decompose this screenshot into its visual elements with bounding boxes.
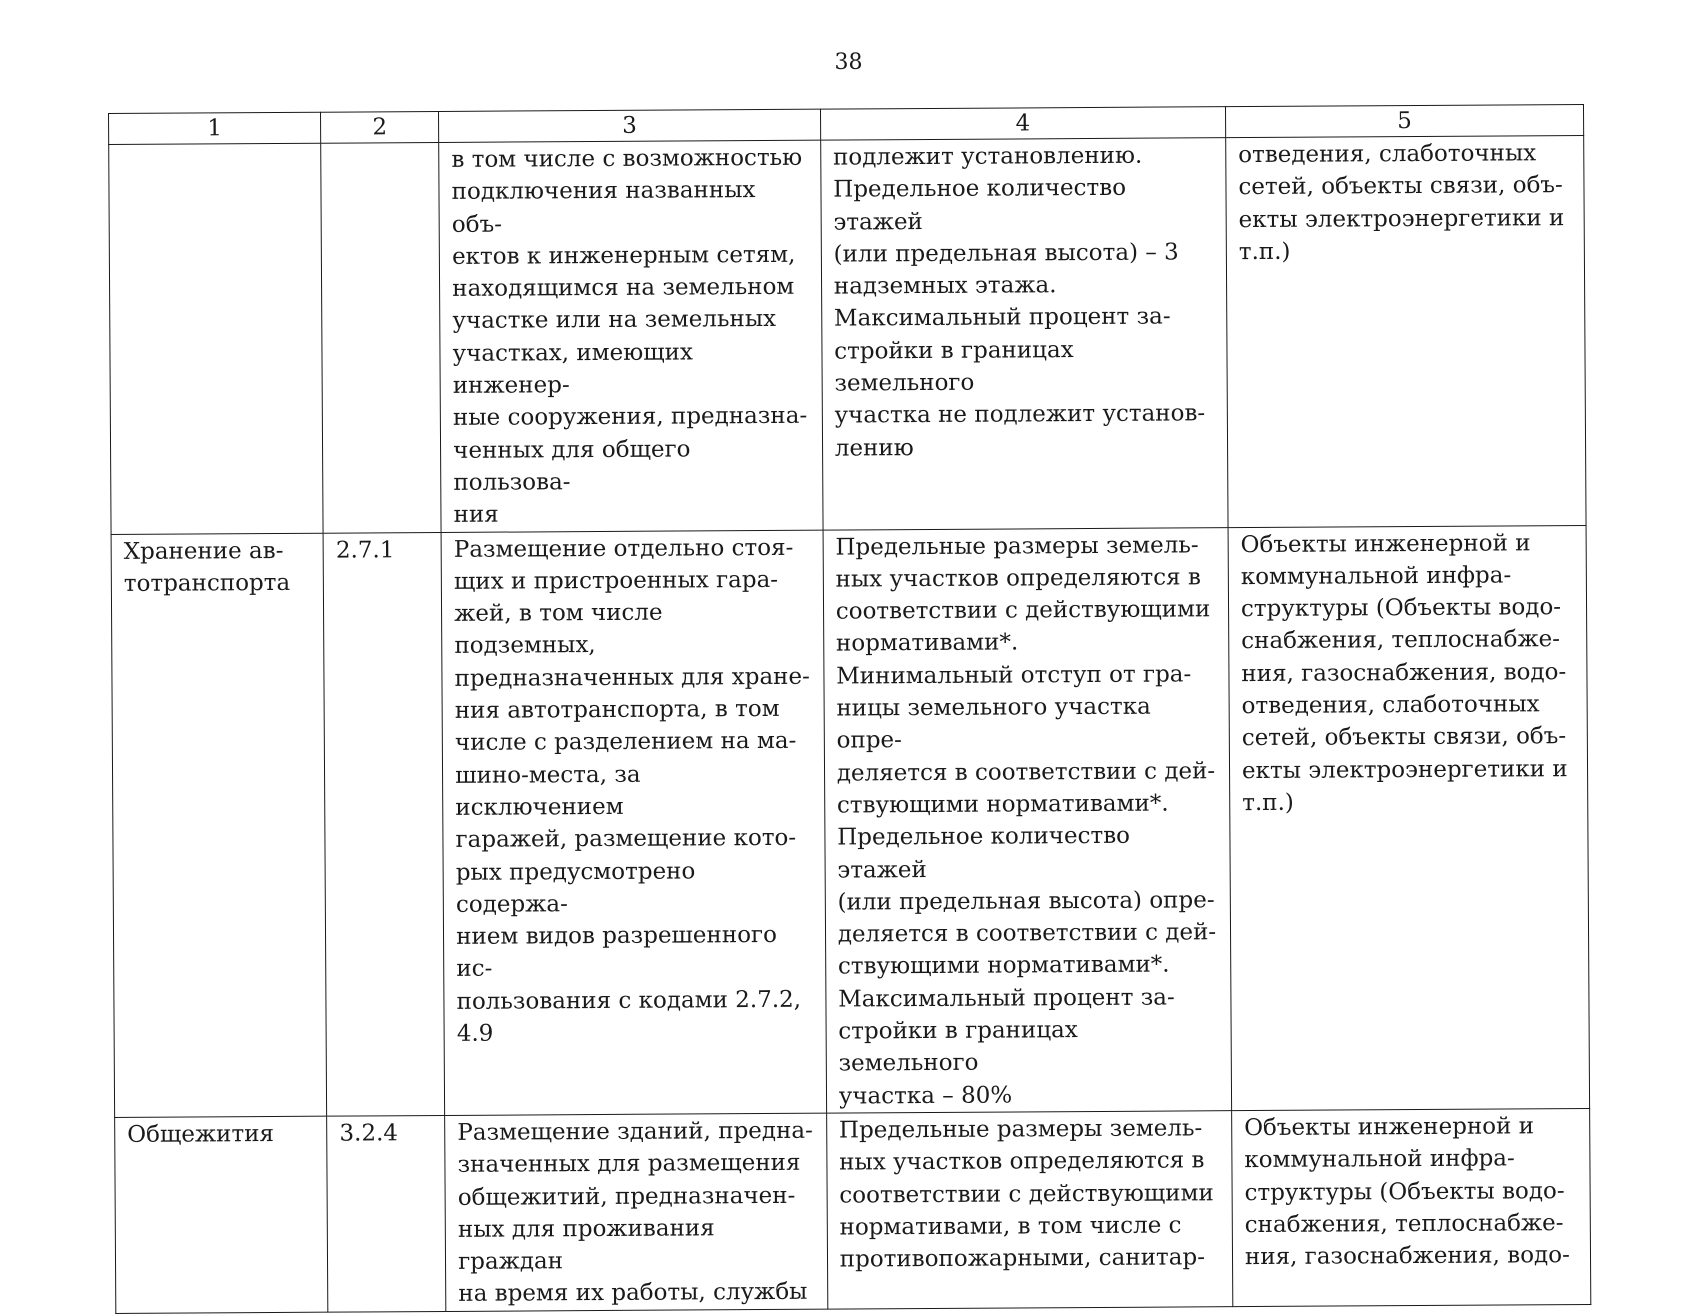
table-row — [109, 135, 1586, 534]
table-row — [115, 1108, 1591, 1313]
page-number: 38 — [834, 50, 863, 75]
cell-building-parameters: подлежит установлению. Предельное количество этажей (или предельная высота) – 3 надземных этажа. Максимальный процент за- стройки в границах земельного участка не подлежит установ- лению — [820, 138, 1228, 530]
cell-use-description: Размещение отдельно стоя- щих и пристроенных гара- жей, в том числе подземных, предназначенных для хране- ния автотранспорта, в том числе с разделением на ма- шино-места, за исключением гаражей, размещение кото- рых предусмотрено содержа- нием видов разрешенного ис- пользования с кодами 2.7.2, 4.9 — [441, 530, 826, 1116]
cell-use-name: Общежития — [115, 1116, 328, 1313]
cell-use-name — [109, 143, 324, 534]
table-row — [111, 525, 1590, 1117]
cell-use-code: 3.2.4 — [327, 1115, 446, 1311]
cell-building-parameters: Предельные размеры земель- ных участков определяются в соответствии с действующими нормативами*. Минимальный отступ от гра- ницы земельного участка опре- деляется в соответствии с дей- ствующими нормативами*. Предельное количество этажей (или предельная высота) опре- деляется в соответствии с дей- ствующими нормативами*. Максимальный процент за- стройки в границах земельного участка – 80% — [823, 527, 1232, 1113]
cell-use-description: Размещение зданий, предна- значенных для размещения общежитий, предназначен- ных для проживания граждан на время их работы, службы — [445, 1113, 828, 1311]
cell-use-name: Хранение ав- тотранспорта — [111, 533, 327, 1118]
cell-use-description: в том числе с возможностью подключения названных объ- ектов к инженерным сетям, находящимся на земельном участке или на земельных участках, имеющих инженер- ные сооружения, предназна- ченных для общего пользова- ния — [439, 140, 823, 532]
column-header-1: 1 — [109, 112, 321, 144]
cell-auxiliary-objects: Объекты инженерной и коммунальной инфра- структуры (Объекты водо- снабжения, теплоснабже- ния, газоснабжения, водо- отведения, слаботочных сетей, объекты связи, объ- екты электроэнергетики и т.п.) — [1228, 525, 1590, 1111]
column-header-3: 3 — [439, 109, 821, 142]
column-header-2: 2 — [321, 111, 439, 143]
column-header-5: 5 — [1225, 104, 1583, 137]
cell-use-code: 2.7.1 — [323, 532, 444, 1116]
regulations-table — [108, 104, 1591, 1314]
cell-auxiliary-objects: отведения, слаботочных сетей, объекты связи, объ- екты электроэнергетики и т.п.) — [1226, 135, 1586, 527]
column-header-4: 4 — [820, 107, 1225, 140]
cell-auxiliary-objects: Объекты инженерной и коммунальной инфра- структуры (Объекты водо- снабжения, теплоснабже- ния, газоснабжения, водо- — [1232, 1108, 1591, 1306]
cell-use-code — [321, 142, 441, 532]
cell-building-parameters: Предельные размеры земель- ных участков определяются в соответствии с действующими нормативами, в том числе с противопожарными, санитар- — [826, 1111, 1232, 1309]
